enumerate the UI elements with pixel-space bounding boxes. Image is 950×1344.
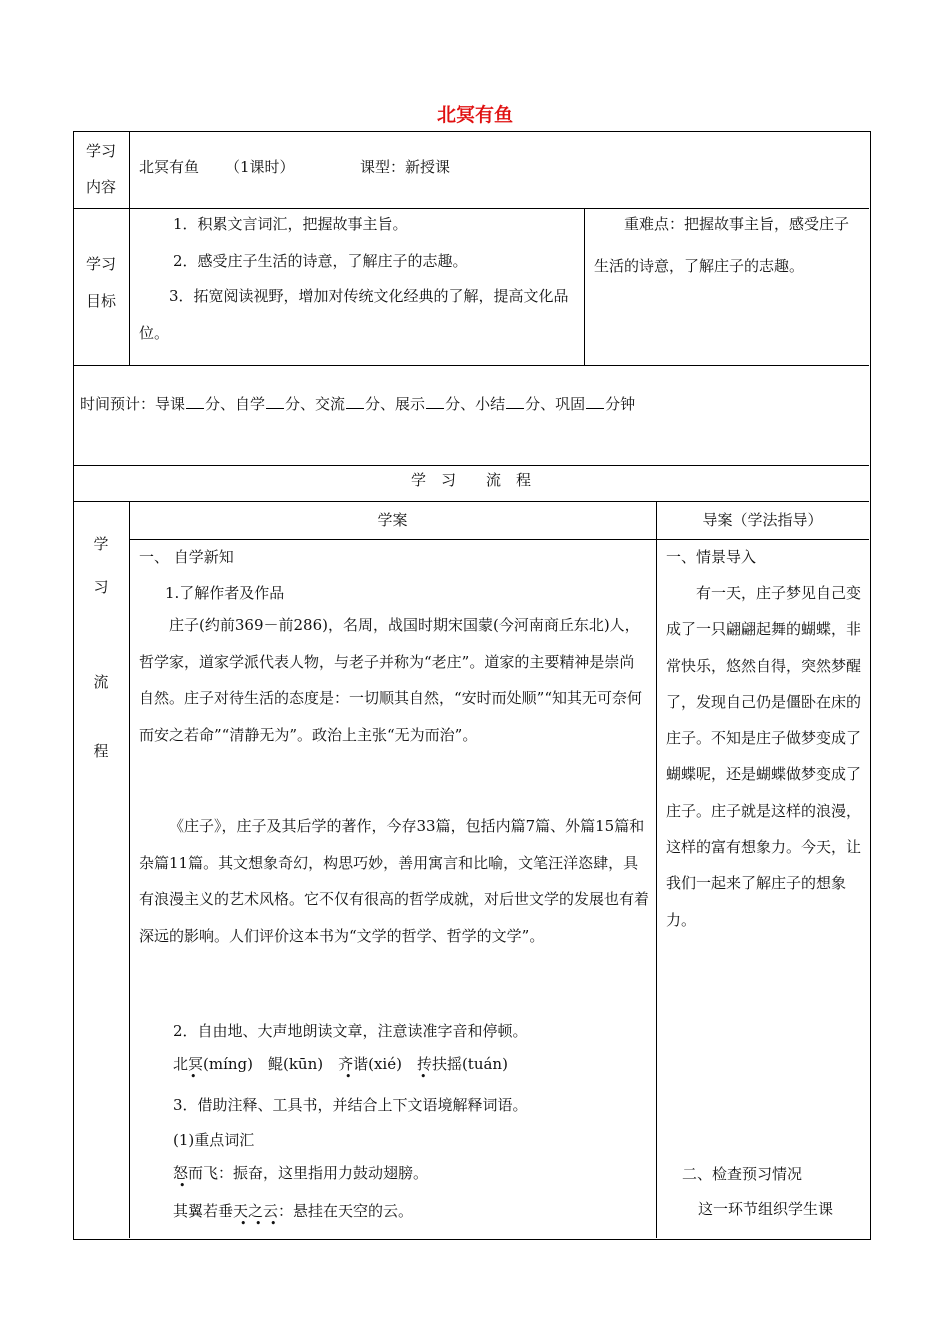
label-study-goal-1: 学习 bbox=[86, 255, 117, 273]
row-divider bbox=[129, 539, 869, 540]
col-divider bbox=[129, 501, 130, 1238]
study-sub-2: 2．自由地、大声地朗读文章，注意读准字音和停顿。 bbox=[173, 1022, 528, 1040]
guide-section-1: 一、情景导入 bbox=[666, 548, 757, 566]
flow-label-char: 流 bbox=[93, 673, 109, 691]
goal-2: 2．感受庄子生活的诗意，了解庄子的志趣。 bbox=[173, 252, 468, 270]
row-divider bbox=[73, 465, 869, 466]
col-divider bbox=[129, 131, 130, 365]
vocab-item-2: 其翼若垂天之云：悬挂在天空的云。 bbox=[173, 1202, 414, 1220]
study-paragraph-author: 庄子(约前369－前286)，名周，战国时期宋国蒙(今河南商丘东北)人，哲学家，道家学派代表人物，与老子并称为“老庄”。道家的主要精神是崇尚自然。庄子对待生活的态度是：一切顺其自然，“安时而处顺”“知其无可奈何而安之若命”“清静无为”。政治上主张“无为而治”。 bbox=[139, 616, 643, 744]
study-sub-3: 3．借助注释、工具书，并结合上下文语境解释词语。 bbox=[173, 1096, 528, 1114]
emphasis-dot: • bbox=[179, 1179, 186, 1192]
emphasis-dot: • bbox=[240, 1217, 247, 1230]
vocab-item-1: 怒而飞：振奋，这里指用力鼓动翅膀。 bbox=[173, 1164, 429, 1182]
key-points: 重难点：把握故事主旨，感受庄子生活的诗意，了解庄子的志趣。 bbox=[594, 215, 850, 275]
flow-header: 学 习 流 程 bbox=[410, 471, 531, 489]
study-paragraph-book: 《庄子》，庄子及其后学的著作，今存33篇，包括内篇7篇、外篇15篇和杂篇11篇。其文想象奇幻，构思巧妙，善用寓言和比喻，文笔汪洋恣肆，具有浪漫主义的艺术风格。它不仅有很高的哲学成就，对后世文学的发展也有着深远的影响。人们评价这本书为“文学的哲学、哲学的文学”。 bbox=[139, 817, 650, 945]
col-divider bbox=[656, 501, 657, 1238]
lesson-hours: （1课时） bbox=[225, 158, 295, 176]
label-study-content-2: 内容 bbox=[86, 178, 117, 196]
pronunciation-line: 北冥(míng) 鲲(kūn) 齐谐(xié) 抟扶摇(tuán) bbox=[173, 1055, 508, 1073]
time-estimate: 时间预计：导课 分、自学 分、交流 分、展示 分、小结 分、巩固 分钟 bbox=[80, 395, 636, 413]
goal-1: 1．积累文言词汇，把握故事主旨。 bbox=[173, 215, 408, 233]
row-divider bbox=[73, 501, 869, 502]
label-study-goal-2: 目标 bbox=[86, 292, 117, 310]
emphasis-dot: • bbox=[255, 1217, 262, 1230]
study-sub-3a: (1)重点词汇 bbox=[173, 1131, 255, 1149]
flow-label-char: 程 bbox=[93, 742, 109, 760]
guide-paragraph-intro: 有一天，庄子梦见自己变成了一只翩翩起舞的蝴蝶，非常快乐，悠然自得，突然梦醒了，发现自己仍是僵卧在床的庄子。不知是庄子做梦变成了蝴蝶呢，还是蝴蝶做梦变成了庄子。庄子就是这样的浪漫，这样的富有想象力。今天，让我们一起来了解庄子的想象力。 bbox=[666, 584, 862, 929]
emphasis-dot: • bbox=[270, 1217, 277, 1230]
lesson-name: 北冥有鱼 bbox=[139, 158, 200, 176]
row-divider bbox=[73, 365, 869, 366]
flow-label-char: 学 bbox=[93, 535, 109, 553]
study-sub-1: 1.了解作者及作品 bbox=[165, 584, 285, 602]
study-section-1: 一、 自学新知 bbox=[139, 548, 234, 566]
label-study-content-1: 学习 bbox=[86, 142, 117, 160]
goal-3: 3．拓宽阅读视野，增加对传统文化经典的了解，提高文化品位。 bbox=[139, 287, 569, 342]
study-col-header: 学案 bbox=[377, 511, 408, 529]
emphasis-dot: • bbox=[345, 1070, 352, 1083]
lesson-type: 课型：新授课 bbox=[360, 158, 451, 176]
page-title: 北冥有鱼 bbox=[436, 104, 513, 126]
guide-col-header: 导案（学法指导） bbox=[702, 511, 823, 529]
emphasis-dot: • bbox=[420, 1070, 427, 1083]
col-divider bbox=[584, 208, 585, 365]
flow-label-char: 习 bbox=[93, 578, 109, 596]
emphasis-dot: • bbox=[190, 1070, 197, 1083]
guide-section-2: 二、检查预习情况 bbox=[682, 1165, 803, 1183]
guide-paragraph-2: 这一环节组织学生课 bbox=[698, 1200, 834, 1218]
